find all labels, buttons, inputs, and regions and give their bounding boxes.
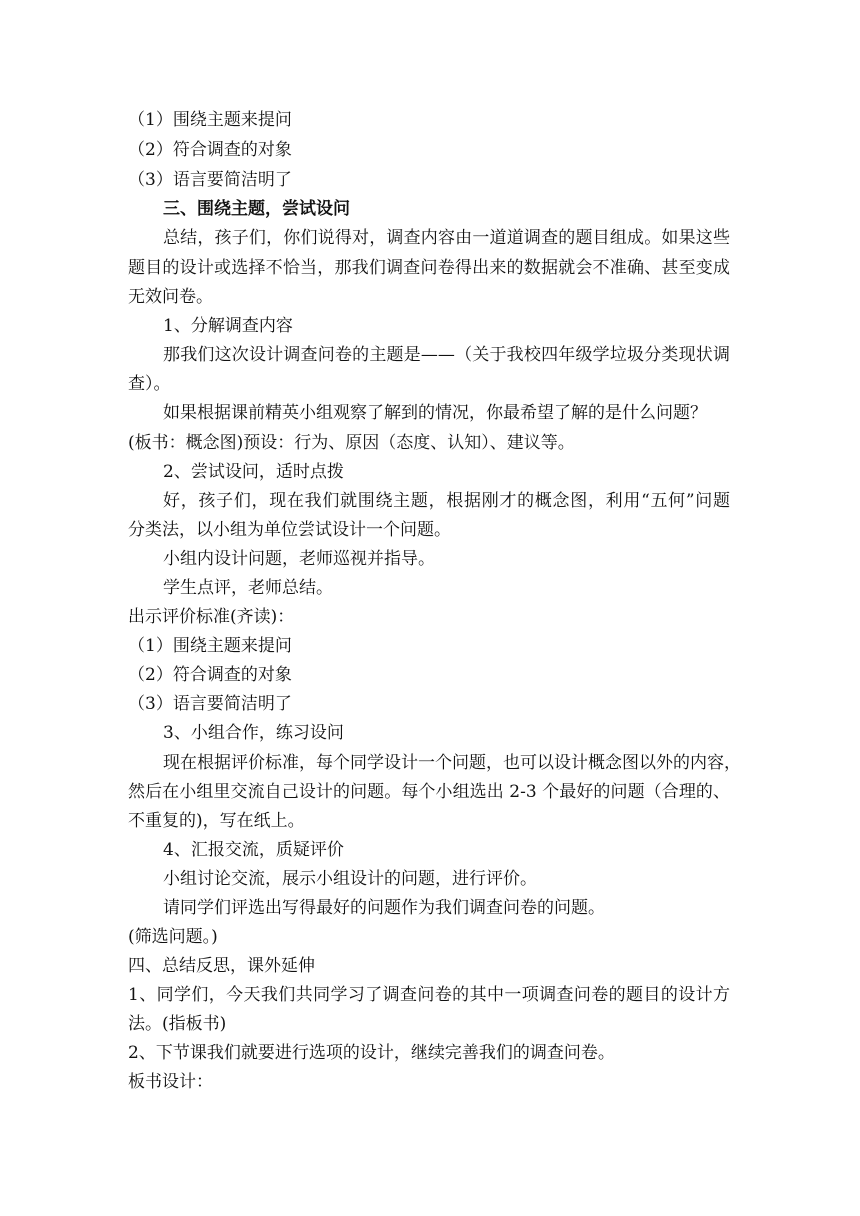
criteria-item-1: （1）围绕主题来提问 — [128, 110, 292, 130]
paragraph-line: 总结，孩子们，你们说得对，调查内容由一道道调查的题目组成。如果这些 — [163, 228, 730, 248]
paragraph-line: 好，孩子们，现在我们就围绕主题，根据刚才的概念图，利用“五何”问题 — [163, 491, 730, 511]
section-heading-4: 四、总结反思，课外延伸 — [128, 956, 315, 976]
paragraph-line: 学生点评，老师总结。 — [163, 578, 333, 598]
paragraph-line: 如果根据课前精英小组观察了解到的情况，你最希望了解的是什么问题？ — [163, 403, 707, 423]
paragraph-line: 然后在小组里交流自己设计的问题。每个小组选出 2-3 个最好的问题（合理的、 — [128, 782, 730, 802]
paragraph-line: (筛选问题。) — [128, 927, 218, 947]
paragraph-line: 那我们这次设计调查问卷的主题是——（关于我校四年级学垃圾分类现状调 — [163, 345, 730, 365]
paragraph-line: 无效问卷。 — [128, 287, 213, 307]
section-heading-3: 三、围绕主题，尝试设问 — [163, 199, 350, 219]
criteria-item-2: （2）符合调查的对象 — [128, 140, 292, 160]
paragraph-line: 小组内设计问题，老师巡视并指导。 — [163, 549, 435, 569]
paragraph-line: 法。(指板书) — [128, 1014, 227, 1034]
subheading-1: 1、分解调查内容 — [163, 316, 293, 336]
paragraph-line: 题目的设计或选择不恰当，那我们调查问卷得出来的数据就会不准确、甚至变成 — [128, 258, 730, 278]
board-design-label: 板书设计： — [128, 1072, 213, 1092]
paragraph-line: 请同学们评选出写得最好的问题作为我们调查问卷的问题。 — [163, 898, 605, 918]
criteria-item-3: （3）语言要简洁明了 — [128, 694, 292, 714]
criteria-item-2: （2）符合调查的对象 — [128, 665, 292, 685]
paragraph-line: 分类法，以小组为单位尝试设计一个问题。 — [128, 520, 451, 540]
criteria-item-3: （3）语言要简洁明了 — [128, 170, 292, 190]
paragraph-line: 现在根据评价标准，每个同学设计一个问题，也可以设计概念图以外的内容， — [163, 753, 741, 773]
subheading-2: 2、尝试设问，适时点拨 — [163, 462, 344, 482]
paragraph-line: 查）。 — [128, 374, 171, 394]
subheading-3: 3、小组合作，练习设问 — [163, 723, 344, 743]
subheading-4: 4、汇报交流，质疑评价 — [163, 840, 344, 860]
paragraph-line: 2、下节课我们就要进行选项的设计，继续完善我们的调查问卷。 — [128, 1043, 615, 1063]
paragraph-line: 不重复的)，写在纸上。 — [128, 811, 305, 831]
paragraph-line: 小组讨论交流，展示小组设计的问题，进行评价。 — [163, 869, 537, 889]
paragraph-line: 出示评价标准(齐读)： — [128, 607, 295, 627]
paragraph-line: 1、同学们，今天我们共同学习了调查问卷的其中一项调查问卷的题目的设计方 — [128, 985, 730, 1005]
paragraph-line: (板书：概念图)预设：行为、原因（态度、认知）、建议等。 — [128, 433, 575, 453]
criteria-item-1: （1）围绕主题来提问 — [128, 636, 292, 656]
